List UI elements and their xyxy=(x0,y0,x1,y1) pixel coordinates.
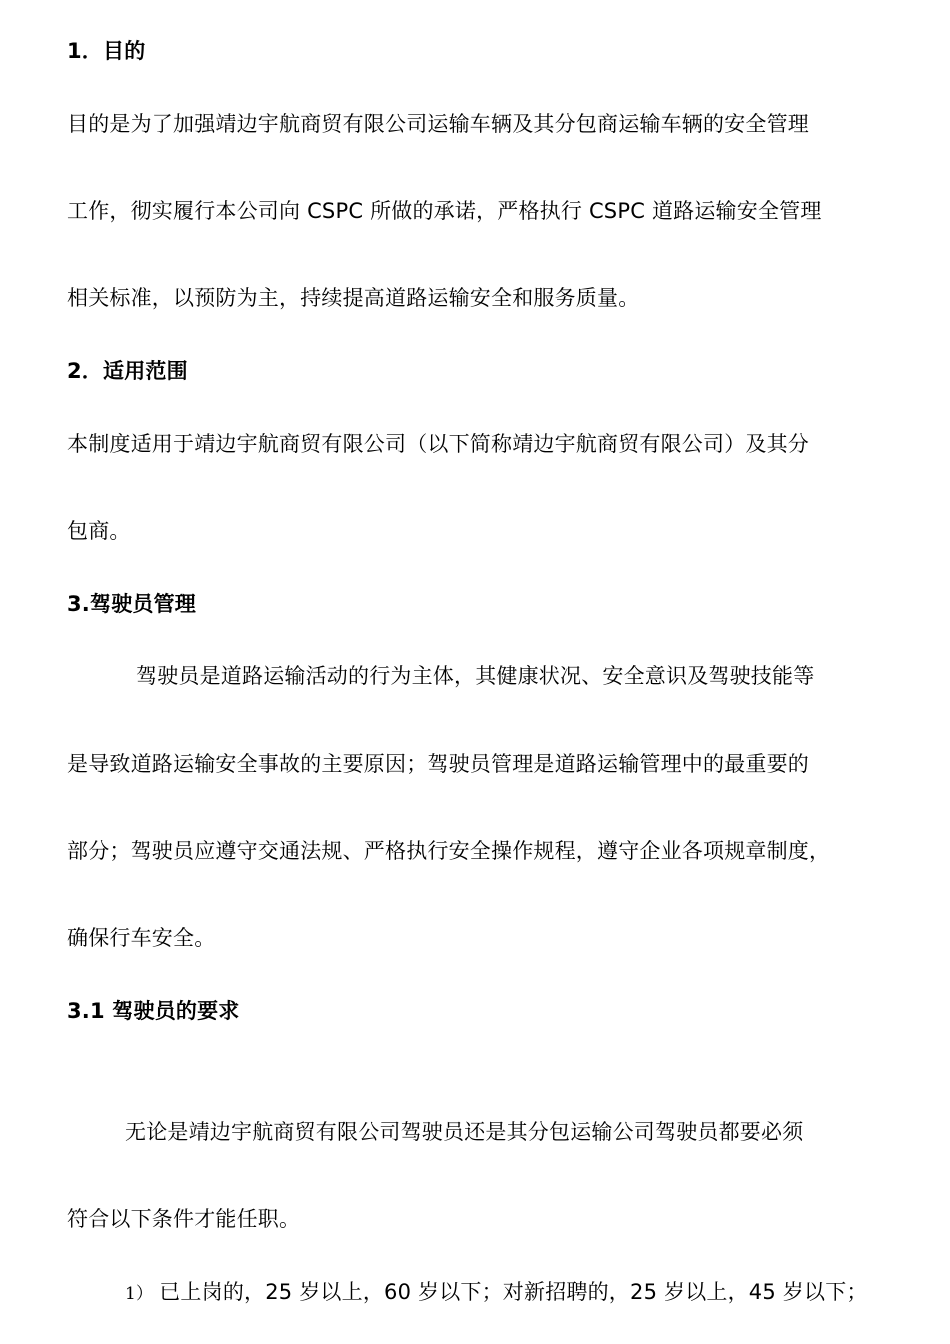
section-heading-purpose: 1．目的 xyxy=(67,39,146,63)
paragraph-line: 目的是为了加强靖边宇航商贸有限公司运输车辆及其分包商运输车辆的安全管理 xyxy=(67,112,809,136)
paragraph-line: 确保行车安全。 xyxy=(67,926,216,950)
paragraph-line: 符合以下条件才能任职。 xyxy=(67,1207,301,1231)
list-item-text: 已上岗的，25 岁以上，60 岁以下；对新招聘的，25 岁以上，45 岁以下； xyxy=(159,1280,868,1304)
section-heading-driver-management: 3.驾驶员管理 xyxy=(67,592,196,616)
paragraph-line: 驾驶员是道路运输活动的行为主体，其健康状况、安全意识及驾驶技能等 xyxy=(136,664,815,688)
paragraph-line: 是导致道路运输安全事故的主要原因；驾驶员管理是道路运输管理中的最重要的 xyxy=(67,752,809,776)
section-heading-driver-requirements: 3.1 驾驶员的要求 xyxy=(67,999,240,1023)
paragraph-line: 部分；驾驶员应遵守交通法规、严格执行安全操作规程，遵守企业各项规章制度， xyxy=(67,839,831,863)
list-item-marker: 1） xyxy=(125,1284,154,1304)
paragraph-line: 相关标准，以预防为主，持续提高道路运输安全和服务质量。 xyxy=(67,286,640,310)
section-heading-scope: 2．适用范围 xyxy=(67,359,188,383)
paragraph-line: 包商。 xyxy=(67,519,131,543)
paragraph-line: 本制度适用于靖边宇航商贸有限公司（以下简称靖边宇航商贸有限公司）及其分 xyxy=(67,432,809,456)
paragraph-line: 无论是靖边宇航商贸有限公司驾驶员还是其分包运输公司驾驶员都要必须 xyxy=(125,1120,804,1144)
list-item xyxy=(125,1277,868,1309)
paragraph-line: 工作，彻实履行本公司向 CSPC 所做的承诺，严格执行 CSPC 道路运输安全管理 xyxy=(67,199,822,223)
